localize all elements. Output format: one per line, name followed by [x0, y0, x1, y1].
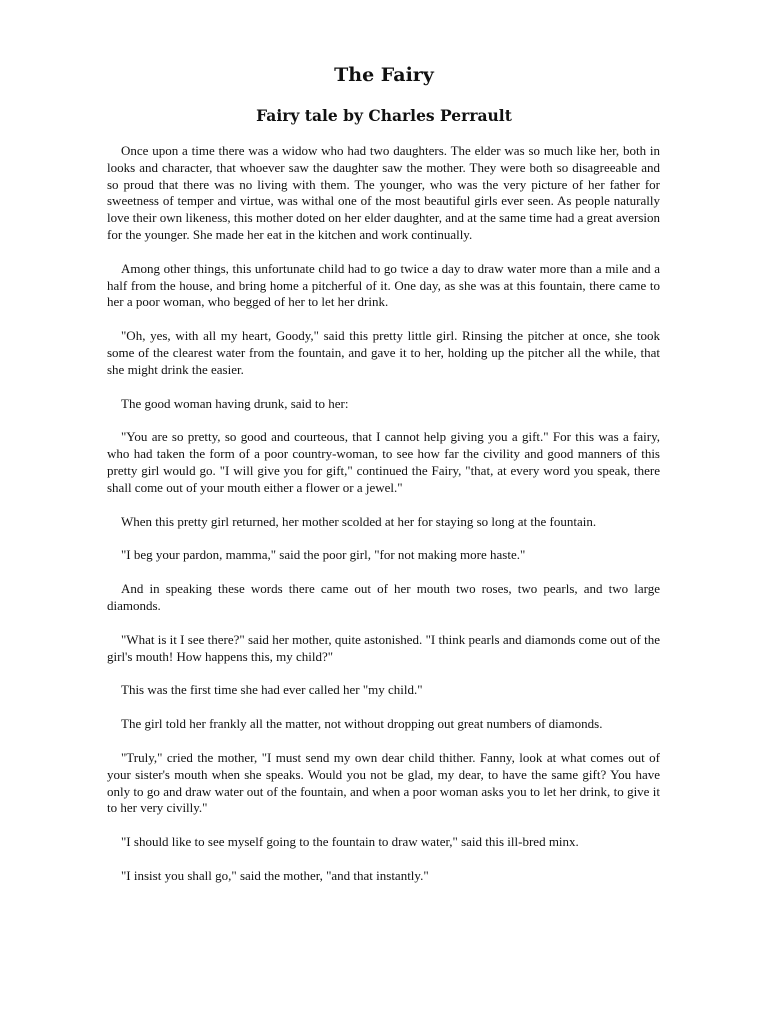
paragraph: This was the first time she had ever called her "my child." — [121, 682, 423, 698]
paragraph: "I beg your pardon, mamma," said the poor girl, "for not making more haste." — [121, 547, 526, 563]
paragraph: "You are so pretty, so good and courteous, that I cannot help giving you a gift." For this was a fairy, who had taken the form of a poor country-woman, to see how far the civility and good manners of this pretty girl would go. "I will give you for gift," continued the Fairy, "that, at every word you speak, there shall come out of your mouth either a flower or a jewel." — [107, 429, 660, 495]
paragraph: "Oh, yes, with all my heart, Goody," said this pretty little girl. Rinsing the pitcher at once, she took some of the clearest water from the fountain, and gave it to her, holding up the pitcher all the while, that she might drink the easier. — [107, 328, 660, 377]
document-subtitle: Fairy tale by Charles Perrault — [256, 106, 512, 125]
document-title: The Fairy — [334, 64, 434, 86]
paragraph: And in speaking these words there came out of her mouth two roses, two pearls, and two large diamonds. — [107, 581, 660, 613]
paragraph: When this pretty girl returned, her mother scolded at her for staying so long at the fountain. — [121, 513, 597, 529]
paragraph: Among other things, this unfortunate child had to go twice a day to draw water more than a mile and a half from the house, and bring home a pitcherful of it. One day, as she was at this fountain, there came to her a poor woman, who begged of her to let her drink. — [107, 260, 660, 310]
paragraph: "I insist you shall go," said the mother, "and that instantly." — [121, 867, 429, 883]
paragraph: The good woman having drunk, said to her: — [121, 395, 349, 411]
paragraph: Once upon a time there was a widow who had two daughters. The elder was so much like her, both in looks and character, that whoever saw the daughter saw the mother. They were both so disagreeable and so proud that there was no living with them. The younger, who was the very picture of her father for sweetness of temper and virtue, was withal one of the most beautiful girls ever seen. As people naturally love their own likeness, this mother doted on her elder daughter, and at the same time had a great aversion for the younger. She made her eat in the kitchen and work continually. — [107, 143, 660, 242]
paragraph: "I should like to see myself going to the fountain to draw water," said this ill-bred minx. — [121, 834, 579, 850]
paragraph: "What is it I see there?" said her mother, quite astonished. "I think pearls and diamonds come out of the girl's mouth! How happens this, my child?" — [107, 631, 660, 664]
paragraph: "Truly," cried the mother, "I must send my own dear child thither. Fanny, look at what comes out of your sister's mouth when she speaks. Would you not be glad, my dear, to have the same gift? You have only to go and draw water out of the fountain, and when a poor woman asks you to let her drink, to give it to her very civilly." — [107, 749, 660, 816]
story-body — [107, 143, 660, 902]
paragraph: The girl told her frankly all the matter, not without dropping out great numbers of diamonds. — [121, 716, 603, 732]
